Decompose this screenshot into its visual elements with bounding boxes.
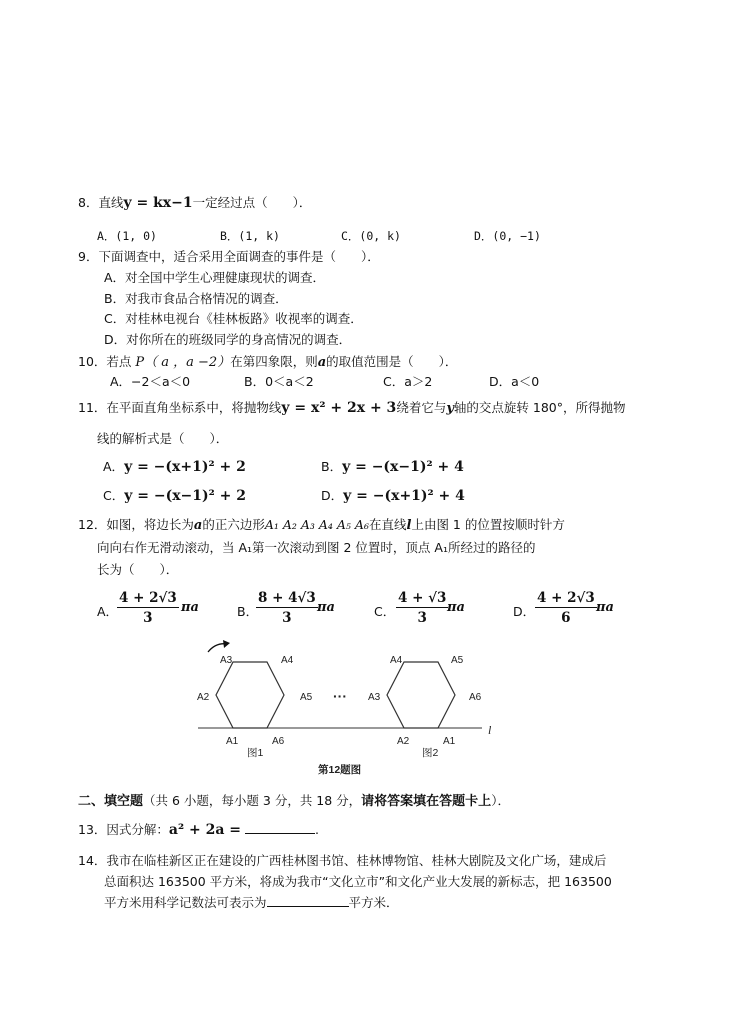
section2-instruction: 请将答案填在答题卡上 [361,794,492,809]
hexagon-fig2 [387,662,455,728]
q10-stem-b: 在第四象限，则 [230,354,318,369]
q14-line3 [104,893,399,911]
q11-option-b [321,457,464,475]
q11-option-a-label: A． [103,459,125,474]
q12-option-b-label: B． [237,604,259,619]
q12-option-c-den: 3 [417,610,427,626]
figure-title: 第12题图 [318,764,362,776]
fig1-caption: 图1 [247,747,264,759]
q12-line1-c: 在直线 [368,517,407,532]
arrowhead-icon [223,640,230,648]
ellipsis-dots: ··· [333,688,347,704]
hexagon-fig1 [216,662,284,728]
q10-stem-c: 的取值范围是（ ）． [326,354,458,369]
q8-text-suffix: 一定经过点（ ）． [192,195,312,210]
q12-option-b-den: 3 [282,610,292,626]
q10-var: a [317,355,327,370]
q11-option-b-label: B． [321,459,343,474]
section2-end: ）． [491,793,510,808]
q10-option-a: A．−2＜a＜0 [110,374,191,389]
fig2-label-a5: A5 [451,655,464,666]
fig1-label-a6: A6 [272,736,285,747]
q8-option-c: C．(0, k) [341,229,401,243]
q11-option-d-formula: y = −(x+1)² + 4 [343,488,465,504]
q13 [78,820,319,838]
fig2-label-a4: A4 [390,655,403,666]
q10-stem [78,351,457,370]
q13-text: 13．因式分解： [78,822,169,837]
q12-option-a-den: 3 [143,610,153,626]
fig2-label-a1: A1 [443,736,456,747]
q9-option-d: D．对你所在的班级同学的身高情况的调查． [104,332,352,347]
q10-point: P（ a ，a −2） [135,355,231,370]
q11-stem-a: 11．在平面直角坐标系中，将抛物线 [78,400,282,415]
q12-option-c-fraction [396,590,448,626]
q12-option-d-num: 4 + 2√3 [537,590,595,606]
q12-option-d-fraction [535,590,597,626]
section2-detail: （共 6 小题，每小题 3 分，共 18 分， [143,793,362,808]
fig1-label-a2: A2 [197,692,210,703]
q12-option-b-num: 8 + 4√3 [258,590,316,606]
fig2-label-a2: A2 [397,736,410,747]
q12-option-c-tail: πa [447,600,465,615]
q11-stem-c: 轴的交点旋转 180°，所得抛物 [453,400,626,415]
q9-stem: 9．下面调查中，适合采用全面调查的事件是（ ）． [78,249,380,264]
q9-option-a: A．对全国中学生心理健康现状的调查． [104,270,326,285]
q12-var: a [193,518,203,533]
q11-formula: y = x² + 2x + 3 [281,400,397,416]
q11-option-c-label: C． [103,488,125,503]
q8-option-b: B．(1, k) [220,229,280,243]
fig2-caption: 图2 [422,747,439,759]
q12-option-c-label: C． [374,604,396,619]
q11-option-b-formula: y = −(x−1)² + 4 [342,459,464,475]
q13-formula: a² + 2a = [168,822,242,838]
q11-stem-b: 绕着它与 [396,400,447,415]
q13-end: . [315,822,319,837]
q12-line2: 向向右作无滑动滚动，当 A₁第一次滚动到图 2 位置时，顶点 A₁所经过的路径的 [97,540,536,555]
q11-option-c-formula: y = −(x−1)² + 2 [124,488,246,504]
q12-option-a-num: 4 + 2√3 [119,590,177,606]
q12-option-d-label: D． [513,604,536,619]
q9-option-c: C．对桂林电视台《桂林板路》收视率的调查． [104,311,363,326]
line-label-l: l [488,723,492,737]
q12-option-d-tail: πa [596,600,614,615]
q11-option-d [321,486,465,504]
q12-line1-a: 12．如图，将边长为 [78,517,194,532]
q12-option-a-tail: πa [181,600,199,615]
q12-vertices: A₁ A₂ A₃ A₄ A₅ A₆ [264,517,369,532]
q12-line1 [78,515,565,533]
fig2-label-a6: A6 [469,692,482,703]
q11-option-a [103,457,246,475]
q12-option-a-fraction [117,590,179,626]
q12-line1-b: 的正六边形 [202,517,265,532]
q12-line3: 长为（ ）． [97,562,179,577]
q14-answer-blank[interactable] [267,894,349,907]
q10-option-d: D．a＜0 [489,374,540,389]
q11-stem [78,398,625,416]
q11-option-a-formula: y = −(x+1)² + 2 [124,459,246,475]
q14-line3-a: 平方米用科学记数法可表示为 [104,895,267,910]
q12-option-b-tail: πa [317,600,335,615]
fig1-label-a5: A5 [300,692,313,703]
q10-option-c: C．a＞2 [383,374,433,389]
q11-var: y [446,401,454,416]
q10-stem-a: 10．若点 [78,354,132,369]
fig2-label-a3: A3 [368,692,381,703]
q12-option-c-num: 4 + √3 [398,590,447,606]
q10-option-b: B．0＜a＜2 [244,374,314,389]
q9-option-b: B．对我市食品合格情况的调查． [104,291,288,306]
q12-figure [190,630,510,780]
q12-option-b-fraction [256,590,318,626]
section2-heading [78,790,510,809]
q8-formula: y = kx−1 [123,195,193,211]
q14-line2: 总面积达 163500 平方米，将成为我市“文化立市”和文化产业大发展的新标志，把 163500 [104,874,612,889]
q12-line1-d: 上由图 1 的位置按顺时针方 [411,517,565,532]
fig1-label-a1: A1 [226,736,239,747]
q11-option-d-label: D． [321,488,344,503]
section2-title: 二、填空题 [78,794,144,809]
fig1-label-a4: A4 [281,655,294,666]
q8-text-prefix: 8．直线 [78,195,124,210]
q8-option-a: A．(1, 0) [97,229,157,243]
q11-line2: 线的解析式是（ ）． [97,431,229,446]
q13-answer-blank[interactable] [245,821,315,834]
q12-line-var: l [406,518,412,533]
q11-option-c [103,486,246,504]
q14-line3-b: 平方米． [348,895,399,910]
q8-stem [78,193,311,211]
q8-option-d: D．(0, −1) [474,229,541,243]
q12-option-d-den: 6 [561,610,571,626]
q12-option-a-label: A． [97,604,119,619]
fig1-label-a3: A3 [220,655,233,666]
q14-line1: 14．我市在临桂新区正在建设的广西桂林图书馆、桂林博物馆、桂林大剧院及文化广场，建成后 [78,853,607,868]
